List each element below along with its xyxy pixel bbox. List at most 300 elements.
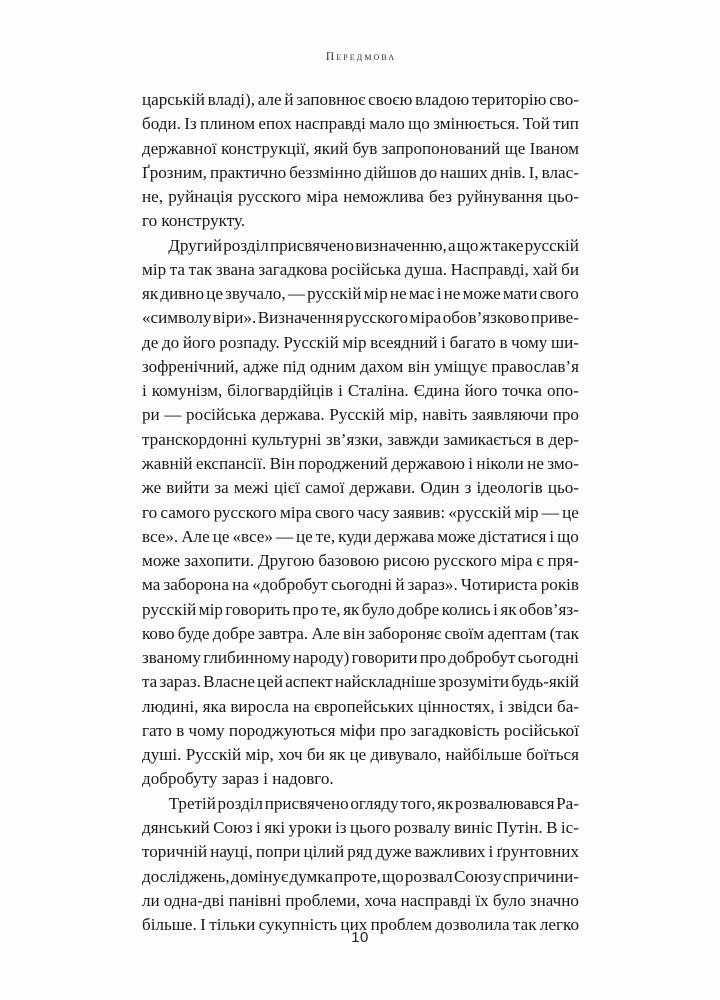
- word: Другою: [257, 551, 315, 571]
- word: який: [313, 138, 349, 158]
- word: русского: [213, 502, 277, 522]
- word: про: [334, 866, 361, 886]
- paragraph: [142, 88, 579, 234]
- text-line: [142, 549, 579, 573]
- word: таке: [492, 235, 524, 255]
- word: міра: [500, 551, 533, 571]
- word: віри».: [212, 308, 257, 328]
- word: багато: [449, 332, 496, 352]
- word: ба-: [557, 696, 579, 716]
- line-text: го конструкту.: [142, 211, 246, 231]
- word: його: [464, 381, 498, 401]
- word: як: [142, 284, 159, 304]
- text-line: [142, 331, 579, 355]
- word: русского: [344, 308, 409, 328]
- word: одним: [309, 356, 356, 376]
- word: Але: [181, 526, 210, 546]
- word: уроки: [288, 817, 332, 837]
- word: душі.: [142, 745, 182, 765]
- word: цих: [340, 915, 368, 935]
- word: боди.: [142, 114, 181, 134]
- word: сьогодні: [330, 575, 393, 595]
- text-line: [142, 501, 579, 525]
- word: мір: [514, 502, 539, 522]
- word: за: [214, 478, 229, 498]
- word: розвалу: [394, 817, 451, 837]
- text-line: [142, 889, 579, 913]
- word: присвячено: [264, 793, 349, 813]
- word: породжуються: [228, 720, 336, 740]
- word: дійшов: [364, 162, 417, 182]
- word: попри: [255, 842, 301, 862]
- text-line: [142, 525, 579, 549]
- word: (так: [549, 623, 579, 643]
- word: європейських: [313, 696, 414, 716]
- word: і: [256, 817, 261, 837]
- word: гато: [142, 720, 172, 740]
- word: він: [343, 623, 365, 643]
- text-line: [142, 379, 579, 403]
- word: руйнування: [457, 187, 543, 207]
- word: і: [441, 332, 446, 352]
- word: базовою: [318, 551, 380, 571]
- word: як: [343, 599, 360, 619]
- word: православ’я: [491, 356, 579, 376]
- word: про: [292, 599, 319, 619]
- word: насправді: [400, 890, 472, 910]
- word: говорить: [225, 599, 290, 619]
- first-line-indent: [142, 234, 167, 258]
- text-line: [142, 428, 579, 452]
- word: рисою: [383, 551, 430, 571]
- word: мір,: [245, 745, 274, 765]
- word: зв’язки,: [325, 429, 383, 449]
- word: Єдина: [413, 381, 460, 401]
- word: як: [437, 793, 454, 813]
- word: які: [264, 817, 286, 837]
- word: білогвардійців: [227, 381, 334, 401]
- word: би: [306, 745, 325, 765]
- word: загадкова: [258, 259, 328, 279]
- word: дозволила: [435, 915, 510, 935]
- word: без: [429, 187, 453, 207]
- word: ряд: [347, 842, 373, 862]
- word: своєю: [368, 90, 413, 109]
- word: практично: [209, 162, 287, 182]
- word: яка: [202, 696, 227, 716]
- word: не,: [142, 187, 164, 207]
- word: заявив:: [392, 502, 446, 522]
- word: Путін.: [496, 817, 543, 837]
- word: же: [142, 478, 162, 498]
- word: «русскій: [448, 502, 512, 522]
- word: епох: [258, 114, 292, 134]
- word: «символу: [142, 308, 212, 328]
- word: на: [232, 575, 249, 595]
- word: адептам: [487, 623, 547, 643]
- word: що: [557, 526, 579, 546]
- word: дуже: [375, 842, 412, 862]
- word: Той: [522, 114, 550, 134]
- word: торичній: [142, 842, 208, 862]
- word: одна-дві: [163, 890, 225, 910]
- word: свого: [539, 284, 579, 304]
- word: мір: [342, 332, 367, 352]
- word: міра: [409, 308, 442, 328]
- word: не: [443, 284, 461, 304]
- word: «все»: [232, 526, 273, 546]
- word: державної: [142, 138, 217, 158]
- text-line: [142, 112, 579, 136]
- text-line: [142, 670, 579, 694]
- word: всеядний: [370, 332, 438, 352]
- word: територію: [471, 90, 547, 109]
- word: самої: [304, 478, 345, 498]
- word: це: [296, 526, 313, 546]
- word: його: [182, 332, 216, 352]
- word: що: [382, 866, 404, 886]
- word: може: [437, 526, 476, 546]
- word: до: [161, 332, 180, 352]
- word: про: [419, 648, 447, 668]
- word: мір,: [389, 405, 418, 425]
- word: —: [287, 284, 305, 304]
- word: сьогодні: [517, 648, 579, 668]
- word: чому: [188, 720, 225, 740]
- word: змо-: [547, 453, 579, 473]
- word: більше.: [142, 915, 197, 935]
- word: і: [498, 696, 504, 716]
- word: і: [436, 284, 442, 304]
- word: держави.: [349, 478, 416, 498]
- word: —: [275, 526, 294, 546]
- word: ли: [142, 890, 160, 910]
- word: розвалювався: [454, 793, 555, 813]
- word: Союз: [213, 817, 253, 837]
- text-line: [142, 209, 579, 233]
- text-line: [142, 646, 579, 670]
- word: як: [500, 599, 517, 619]
- word: го: [142, 502, 158, 522]
- word: тип: [553, 114, 579, 134]
- word: В: [546, 817, 558, 837]
- word: де: [142, 332, 159, 352]
- text-line: [142, 865, 579, 889]
- text-line: [142, 306, 579, 330]
- word: обов’язково: [442, 308, 530, 328]
- word: дістатися: [478, 526, 547, 546]
- text-line: [142, 258, 579, 282]
- word: дер-: [548, 429, 579, 449]
- word: говорити: [351, 648, 418, 668]
- word: цілий: [303, 842, 345, 862]
- word: ідеологів: [476, 478, 543, 498]
- word: межі: [233, 478, 269, 498]
- word: Із: [184, 114, 197, 134]
- word: може: [142, 551, 181, 571]
- word: людині,: [142, 696, 199, 716]
- word: це: [206, 284, 223, 304]
- word: науці,: [210, 842, 253, 862]
- word: Чотириста: [460, 575, 538, 595]
- word: замикається: [443, 429, 532, 449]
- word: чому: [511, 332, 548, 352]
- text-line: [142, 282, 579, 306]
- word: добре: [212, 623, 255, 643]
- word: не: [389, 284, 407, 304]
- word: адже: [243, 356, 279, 376]
- word: зрозуміти: [438, 672, 510, 692]
- word: і: [468, 453, 474, 473]
- word: і: [493, 599, 498, 619]
- word: звана: [215, 259, 255, 279]
- word: зараз».: [407, 575, 458, 595]
- word: добробут: [448, 648, 516, 668]
- word: те,: [361, 866, 381, 886]
- word: заборона: [163, 575, 229, 595]
- word: культурні: [251, 429, 322, 449]
- word: легко: [539, 915, 579, 935]
- word: часу: [357, 502, 390, 522]
- word: російська: [331, 259, 402, 279]
- word: обов’яз-: [519, 599, 579, 619]
- word: але: [257, 90, 282, 109]
- text-line: [142, 719, 579, 743]
- word: їх: [475, 890, 489, 910]
- word: розвал: [404, 866, 453, 886]
- text-line: [142, 234, 579, 258]
- word: тільки: [209, 915, 256, 935]
- word: те,: [315, 526, 336, 546]
- word: буде: [177, 623, 210, 643]
- word: уміщує: [434, 356, 488, 376]
- word: і: [549, 526, 555, 546]
- word: і: [338, 381, 343, 401]
- word: русскій: [524, 235, 579, 255]
- word: міфи: [339, 720, 376, 740]
- word: так: [512, 915, 537, 935]
- word: того,: [400, 793, 436, 813]
- word: років: [540, 575, 579, 595]
- word: плином: [200, 114, 256, 134]
- word: І: [200, 915, 206, 935]
- word: як: [329, 745, 346, 765]
- word: і: [488, 842, 494, 862]
- word: «добробут: [252, 575, 328, 595]
- word: найбільше: [445, 745, 522, 765]
- word: домінує: [230, 866, 289, 886]
- word: може: [462, 284, 501, 304]
- word: про: [379, 720, 407, 740]
- word: те,: [321, 599, 341, 619]
- word: точка: [502, 381, 542, 401]
- word: з: [464, 478, 472, 498]
- word: було: [361, 599, 395, 619]
- word: цьо-: [547, 187, 579, 207]
- word: захопити.: [184, 551, 255, 571]
- word: Визначення: [257, 308, 344, 328]
- word: досліджень,: [142, 866, 230, 886]
- word: влас-: [541, 162, 579, 182]
- word: про: [552, 405, 579, 425]
- word: на: [293, 696, 310, 716]
- word: це: [212, 526, 230, 546]
- word: Русскій: [329, 405, 385, 425]
- word: Союзу: [454, 866, 502, 886]
- word: це: [562, 502, 579, 522]
- word: держава: [374, 526, 435, 546]
- text-line: [142, 137, 579, 161]
- word: конструкції,: [221, 138, 310, 158]
- page-number: 10: [351, 929, 369, 946]
- word: І,: [528, 162, 539, 182]
- word: й: [395, 575, 405, 595]
- text-line: [142, 792, 579, 816]
- word: міра: [280, 502, 312, 522]
- word: наших: [440, 162, 488, 182]
- word: ма: [142, 575, 161, 595]
- text-line: [142, 185, 579, 209]
- line-text: добробуту зараз і надовго.: [142, 769, 334, 789]
- word: звідси: [507, 696, 553, 716]
- word: в: [535, 429, 544, 449]
- text-line: [142, 840, 579, 864]
- word: розпаду.: [219, 332, 280, 352]
- word: присвячено: [269, 235, 354, 255]
- word: Насправді,: [450, 259, 529, 279]
- word: до: [419, 162, 438, 182]
- text-line: [142, 452, 579, 476]
- word: та: [142, 672, 158, 692]
- word: значно: [529, 890, 579, 910]
- word: зараз.: [159, 672, 201, 692]
- word: русского: [237, 187, 302, 207]
- word: хоча: [364, 890, 397, 910]
- word: Третій: [168, 793, 216, 813]
- word: будь-якій: [511, 672, 579, 692]
- word: був: [352, 138, 378, 158]
- word: розділ: [223, 235, 269, 255]
- text-line: [142, 743, 579, 767]
- word: є: [536, 551, 544, 571]
- word: в: [499, 332, 508, 352]
- text-line: [142, 161, 579, 185]
- word: цього: [350, 817, 391, 837]
- word: визначенню,: [355, 235, 447, 255]
- word: і: [142, 381, 147, 401]
- word: званому: [142, 648, 201, 668]
- word: мір: [142, 259, 167, 279]
- word: має: [408, 284, 435, 304]
- word: експансії.: [195, 453, 267, 473]
- word: комунізм,: [151, 381, 223, 401]
- word: дивувало,: [370, 745, 442, 765]
- word: мір: [363, 284, 388, 304]
- word: свого: [314, 502, 355, 522]
- word: та: [169, 259, 186, 279]
- word: це: [349, 745, 367, 765]
- word: змінюється.: [433, 114, 520, 134]
- text-line: [142, 695, 579, 719]
- word: дивно: [160, 284, 204, 304]
- word: спричини-: [502, 866, 579, 886]
- word: хай: [532, 259, 558, 279]
- word: Але: [311, 623, 340, 643]
- word: а: [447, 235, 456, 255]
- word: й: [284, 90, 294, 109]
- word: мало: [369, 114, 405, 134]
- word: міра: [306, 187, 339, 207]
- word: державою: [391, 453, 465, 473]
- word: ши-: [550, 332, 579, 352]
- word: ґрунтовних: [496, 842, 579, 862]
- word: владою: [415, 90, 470, 109]
- word: сукупність: [258, 915, 338, 935]
- word: мір: [198, 599, 223, 619]
- word: Власне: [203, 672, 255, 692]
- word: русскій: [307, 284, 362, 304]
- word: мати: [502, 284, 538, 304]
- word: проблеми,: [285, 890, 361, 910]
- word: не: [527, 453, 544, 473]
- word: він: [407, 356, 430, 376]
- word: породжений: [298, 453, 388, 473]
- word: держава.: [260, 405, 325, 425]
- word: запропонований: [381, 138, 501, 158]
- text-line: [142, 88, 579, 112]
- word: панівні: [228, 890, 282, 910]
- word: забороняє: [368, 623, 442, 643]
- word: народу): [293, 648, 350, 668]
- word: ніколи: [476, 453, 524, 473]
- word: Другий: [168, 235, 223, 255]
- word: що: [408, 114, 430, 134]
- word: заявляючи: [471, 405, 549, 425]
- word: навіть: [422, 405, 468, 425]
- word: заповнює: [296, 90, 366, 109]
- word: із: [335, 817, 347, 837]
- word: Іваном: [529, 138, 579, 158]
- word: російська: [186, 405, 257, 425]
- word: розділ: [217, 793, 264, 813]
- word: приве-: [530, 308, 579, 328]
- word: загадковість: [410, 720, 500, 740]
- word: виніс: [453, 817, 493, 837]
- word: самого: [160, 502, 211, 522]
- word: пря-: [547, 551, 579, 571]
- word: боїться: [526, 745, 579, 765]
- word: цінностях,: [417, 696, 495, 716]
- word: ри: [142, 405, 160, 425]
- paragraph: [142, 234, 579, 792]
- word: душа.: [404, 259, 448, 279]
- word: Один: [420, 478, 460, 498]
- word: цей: [257, 672, 284, 692]
- word: транскордонні: [142, 429, 248, 449]
- word: ж: [479, 235, 492, 255]
- word: глибинному: [203, 648, 291, 668]
- word: важливих: [414, 842, 486, 862]
- paragraph: [142, 792, 579, 938]
- word: жавній: [142, 453, 193, 473]
- word: цьо-: [547, 478, 579, 498]
- word: що: [456, 235, 479, 255]
- word: Русскій: [185, 745, 242, 765]
- text-line: [142, 816, 579, 840]
- text-line: [142, 403, 579, 427]
- word: дахом: [360, 356, 404, 376]
- word: Ґрозним,: [142, 162, 207, 182]
